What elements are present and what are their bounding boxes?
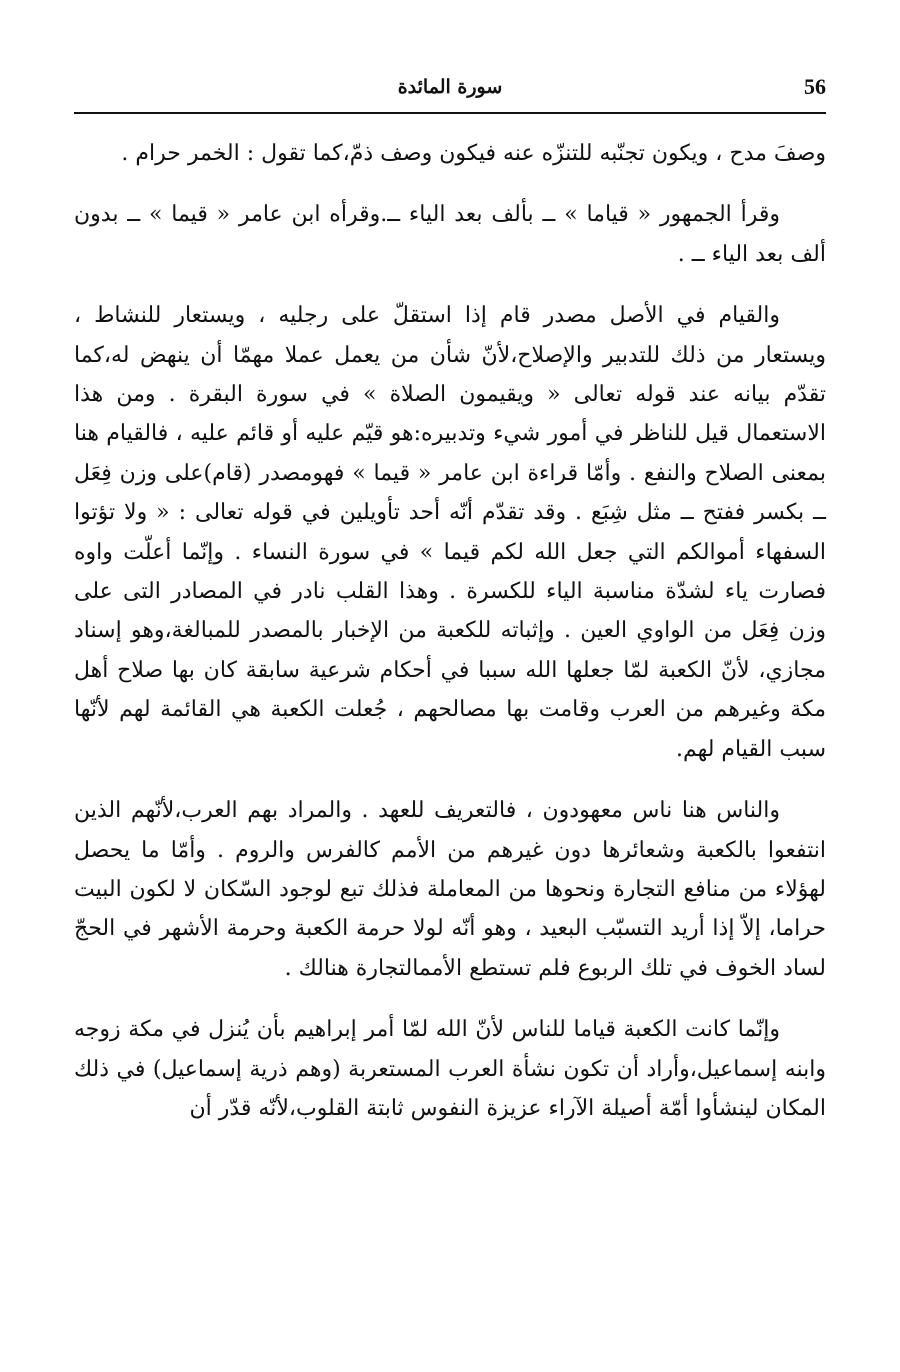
body-text — [74, 134, 826, 1150]
paragraph-1: وصفَ مدح ، ويكون تجنّبه للتنزّه عنه فيكون وصف ذمّ،كما تقول : الخمر حرام . — [121, 141, 826, 166]
paragraph-5: وإنّما كانت الكعبة قياما للناس لأنّ الله لمّا أمر إبراهيم بأن يُنزل في مكة زوجه وابنه إسماعيل،وأراد أن تكون نشأة العرب المستعربة (وهم ذرية إسماعيل) في ذلك المكان لينشأوا أمّة أصيلة الآراء عزيزة النفوس ثابتة القلوب،لأنّه قدّر أن — [74, 1017, 826, 1121]
header-rule — [74, 112, 826, 114]
paragraph-2: وقرأ الجمهور « قياما » ــ بألف بعد الياء ــ.وقرأه ابن عامر « قيما » ــ بدون ألف بعد الياء ــ . — [74, 202, 826, 267]
paragraph-3: والقيام في الأصل مصدر قام إذا استقلّ على رجليه ، ويستعار للنشاط ، ويستعار من ذلك للتدبير والإصلاح،لأنّ شأن من يعمل عملا مهمّا أن ينهض له،كما تقدّم بيانه عند قوله تعالى « ويقيمون الصلاة » في سورة البقرة . ومن هذا الاستعمال قيل للناظر في أمور شيء وتدبيره:هو قيّم عليه أو قائم عليه ، فالقيام هنا بمعنى الصلاح والنفع . وأمّا قراءة ابن عامر « قيما » فهومصدر (قام)على وزن فِعَل ــ بكسر ففتح ــ مثل شِبَع . وقد تقدّم أنّه أحد تأويلين في قوله تعالى : « ولا تؤتوا السفهاء أموالكم التي جعل الله لكم قيما » في سورة النساء . وإنّما أعلّت واوه فصارت ياء لشدّة مناسبة الياء للكسرة . وهذا القلب نادر في المصادر التى على وزن فِعَل من الواوي العين . وإثباته للكعبة من الإخبار بالمصدر للمبالغة،وهو إسناد مجازي، لأنّ الكعبة لمّا جعلها الله سببا في أحكام شرعية سابقة كان بها صلاح أهل مكة وغيرهم من العرب وقامت بها مصالحهم ، جُعلت الكعبة هي القائمة لهم لأنّها سبب القيام لهم. — [74, 303, 826, 762]
page-header — [74, 74, 826, 106]
page-number: 56 — [804, 74, 826, 99]
paragraph-4: والناس هنا ناس معهودون ، فالتعريف للعهد . والمراد بهم العرب،لأنّهم الذين انتفعوا بالكعبة وشعائرها دون غيرهم من الأمم كالفرس والروم . وأمّا ما يحصل لهؤلاء من منافع التجارة ونحوها من المعاملة فذلك تبع لوجود السّكان لا لكون البيت حراما، إلاّ إذا أريد التسبّب البعيد ، وهو أنّه لولا حرمة الكعبة وحرمة الأشهر في الحجّ لساد الخوف في تلك الربوع فلم تستطع الأممالتجارة هنالك . — [74, 798, 826, 981]
running-title: سورة المائدة — [397, 76, 503, 98]
